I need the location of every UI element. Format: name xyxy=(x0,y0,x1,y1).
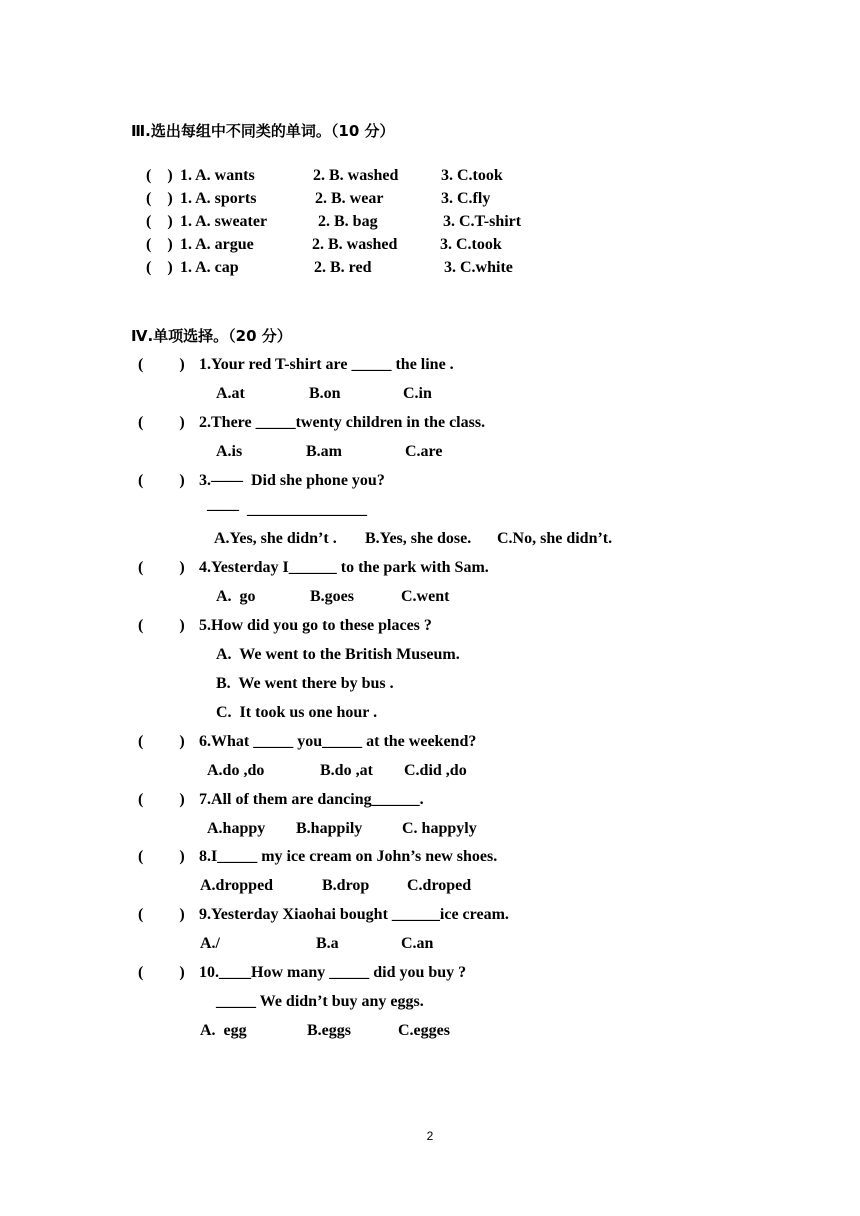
question-8: 8.I_____ my ice cream on John’s new shoes. xyxy=(199,848,498,865)
answer-blank[interactable]: ( ) xyxy=(138,559,185,576)
answer-blank[interactable]: ( ) xyxy=(138,617,185,634)
option-a: 1. A. sweater xyxy=(180,213,268,230)
dialogue-reply: _____ We didn’t buy any eggs. xyxy=(216,993,424,1010)
answer-blank[interactable]: ( ) xyxy=(146,259,173,276)
answer-blank[interactable]: ( ) xyxy=(138,733,185,750)
option-a: A.do ,do xyxy=(207,762,265,779)
option-a: 1. A. argue xyxy=(180,236,254,253)
option-c: C. happyly xyxy=(402,820,477,837)
dialogue-reply-blank: —— _______________ xyxy=(207,501,367,518)
option-c: C.droped xyxy=(407,877,472,894)
question-5: 5.How did you go to these places ? xyxy=(199,617,432,634)
section-4-heading: Ⅳ.单项选择。（20 分） xyxy=(131,327,292,345)
option-c: 3. C.fly xyxy=(441,190,491,207)
question-6: 6.What _____ you_____ at the weekend? xyxy=(199,733,477,750)
option-a: A. We went to the British Museum. xyxy=(216,646,460,663)
option-a: A.Yes, she didn’t . xyxy=(214,530,337,547)
option-b: B.goes xyxy=(310,588,354,605)
option-c: C.an xyxy=(401,935,434,952)
option-c: C. It took us one hour . xyxy=(216,704,378,721)
question-3: 3.—— Did she phone you? xyxy=(199,472,385,489)
option-a: A.dropped xyxy=(200,877,274,894)
option-a: A.happy xyxy=(207,820,266,837)
question-10: 10.____How many _____ did you buy ? xyxy=(199,964,467,981)
answer-blank[interactable]: ( ) xyxy=(146,190,173,207)
option-c: 3. C.white xyxy=(444,259,513,276)
answer-blank[interactable]: ( ) xyxy=(138,791,185,808)
section-3-heading: Ⅲ.选出每组中不同类的单词。（10 分） xyxy=(131,122,395,140)
option-c: C.went xyxy=(401,588,450,605)
option-a: A. egg xyxy=(200,1022,247,1039)
option-b: B.eggs xyxy=(307,1022,351,1039)
answer-blank[interactable]: ( ) xyxy=(138,414,185,431)
option-a: A.is xyxy=(216,443,243,460)
option-b: 2. B. washed xyxy=(313,167,399,184)
question-7: 7.All of them are dancing______. xyxy=(199,791,424,808)
option-b: B.a xyxy=(316,935,339,952)
answer-blank[interactable]: ( ) xyxy=(138,906,185,923)
option-b: B.happily xyxy=(296,820,363,837)
page-number: 2 xyxy=(426,1129,434,1143)
option-a: 1. A. wants xyxy=(180,167,255,184)
option-b: B.do ,at xyxy=(320,762,373,779)
option-a: 1. A. sports xyxy=(180,190,257,207)
option-a: A./ xyxy=(200,935,220,952)
option-c: C.in xyxy=(403,385,432,402)
answer-blank[interactable]: ( ) xyxy=(138,356,185,373)
option-c: 3. C.took xyxy=(441,167,503,184)
answer-blank[interactable]: ( ) xyxy=(138,848,185,865)
answer-blank[interactable]: ( ) xyxy=(146,167,173,184)
option-b: B. We went there by bus . xyxy=(216,675,394,692)
option-b: 2. B. bag xyxy=(318,213,378,230)
question-4: 4.Yesterday I______ to the park with Sam. xyxy=(199,559,489,576)
question-9: 9.Yesterday Xiaohai bought ______ice cream. xyxy=(199,906,509,923)
answer-blank[interactable]: ( ) xyxy=(146,213,173,230)
option-b: 2. B. red xyxy=(314,259,372,276)
option-b: B.Yes, she dose. xyxy=(365,530,472,547)
option-b: 2. B. washed xyxy=(312,236,398,253)
option-a: A.at xyxy=(216,385,245,402)
question-1: 1.Your red T-shirt are _____ the line . xyxy=(199,356,454,373)
option-a: 1. A. cap xyxy=(180,259,239,276)
option-c: C.are xyxy=(405,443,443,460)
option-c: 3. C.T-shirt xyxy=(443,213,522,230)
option-b: B.drop xyxy=(322,877,370,894)
answer-blank[interactable]: ( ) xyxy=(146,236,173,253)
answer-blank[interactable]: ( ) xyxy=(138,964,185,981)
option-c: C.No, she didn’t. xyxy=(497,530,613,547)
option-b: B.am xyxy=(306,443,342,460)
option-c: 3. C.took xyxy=(440,236,502,253)
answer-blank[interactable]: ( ) xyxy=(138,472,185,489)
option-b: 2. B. wear xyxy=(315,190,384,207)
question-2: 2.There _____twenty children in the class. xyxy=(199,414,486,431)
option-b: B.on xyxy=(309,385,341,402)
option-c: C.did ,do xyxy=(404,762,467,779)
option-c: C.egges xyxy=(398,1022,450,1039)
option-a: A. go xyxy=(216,588,256,605)
